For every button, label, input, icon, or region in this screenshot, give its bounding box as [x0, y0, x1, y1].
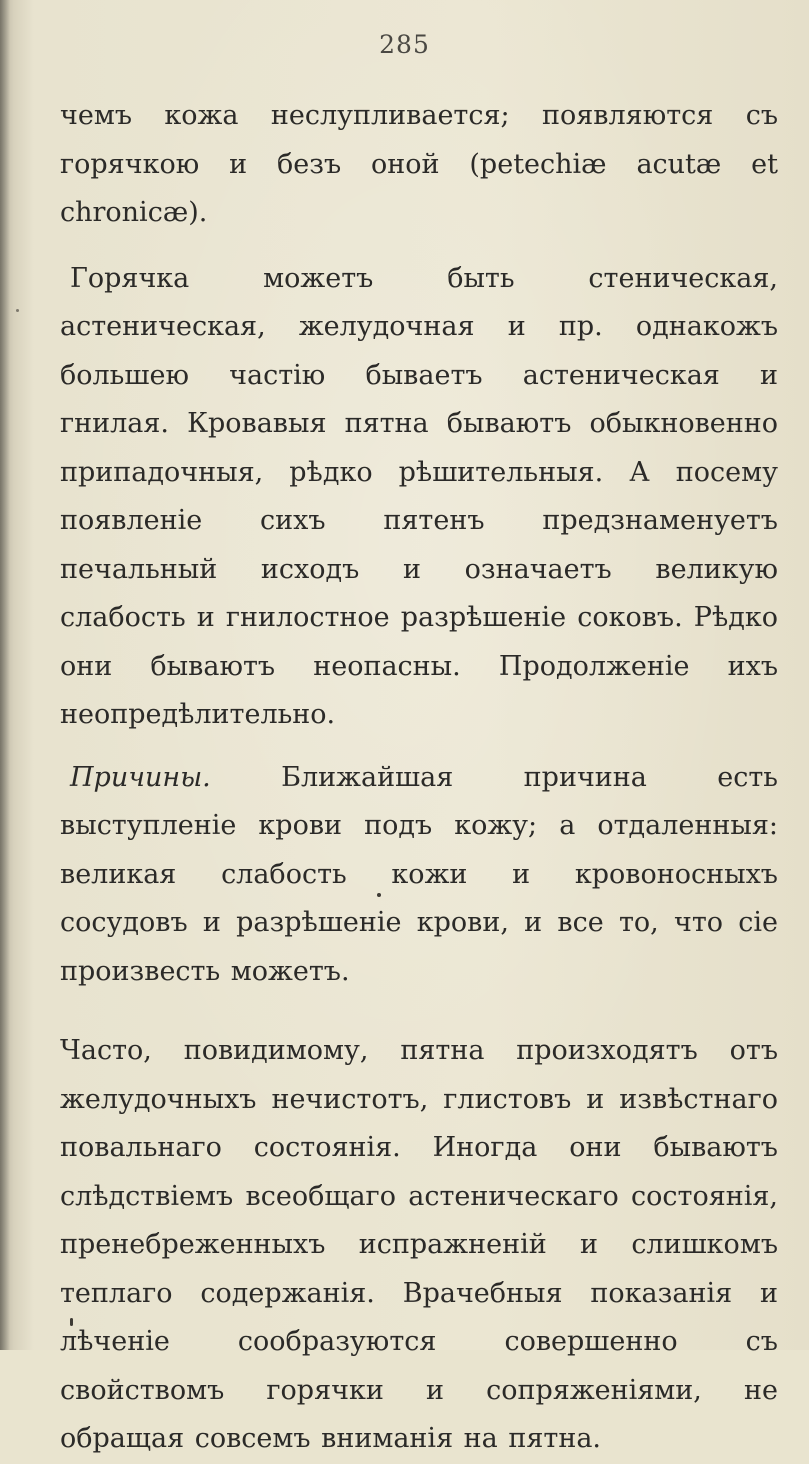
paper-speck	[70, 1318, 73, 1326]
causes-heading: Причины.	[70, 761, 211, 793]
page-spine-shadow	[0, 0, 10, 1350]
causes-text: Ближайшая причина есть выступленіе крови подъ кожу; а отдаленныя: великая слабость кожи и кровоносныхъ сосудовъ и разрѣшеніе крови, и все то, что сіе произвесть можетъ.	[60, 761, 778, 987]
paragraph-1: чемъ кожа неслупливается; появляются съ горячкою и безъ оной (petechiæ acutæ et chronicæ).	[60, 100, 778, 228]
paragraph-4: Часто, повидимому, пятна произходятъ отъ желудочныхъ нечистотъ, глистовъ и извѣстнаго повальнаго состоянія. Иногда они бываютъ слѣдствіемъ всеобщаго астеническаго состоянія, пренебреженныхъ испражненій и слишкомъ теплаго содержанія. Врачебныя показанія и лѣченіе сообразуются совершенно съ свойствомъ горячки и сопряженіями, не обращая совсемъ вниманія на пятна.	[60, 1035, 778, 1454]
page-number: 285	[379, 30, 430, 59]
paragraph-2: Горячка можетъ быть стеническая, астеническая, желудочная и пр. однакожъ большею частію бываетъ астеническая и гнилая. Кровавыя пятна бываютъ обыкновенно припадочныя, рѣдко рѣшительныя. А посему появленіе сихъ пятенъ предзнаменуетъ печальный исходъ и означаетъ великую слабость и гнилостное разрѣшеніе соковъ. Рѣдко они бываютъ неопасны. Продолженіе ихъ неопредѣлительно.	[60, 262, 778, 730]
paragraph-3-causes	[60, 754, 778, 997]
paper-speck	[16, 309, 19, 312]
page-text-block	[60, 92, 778, 1464]
paper-speck	[377, 893, 381, 897]
